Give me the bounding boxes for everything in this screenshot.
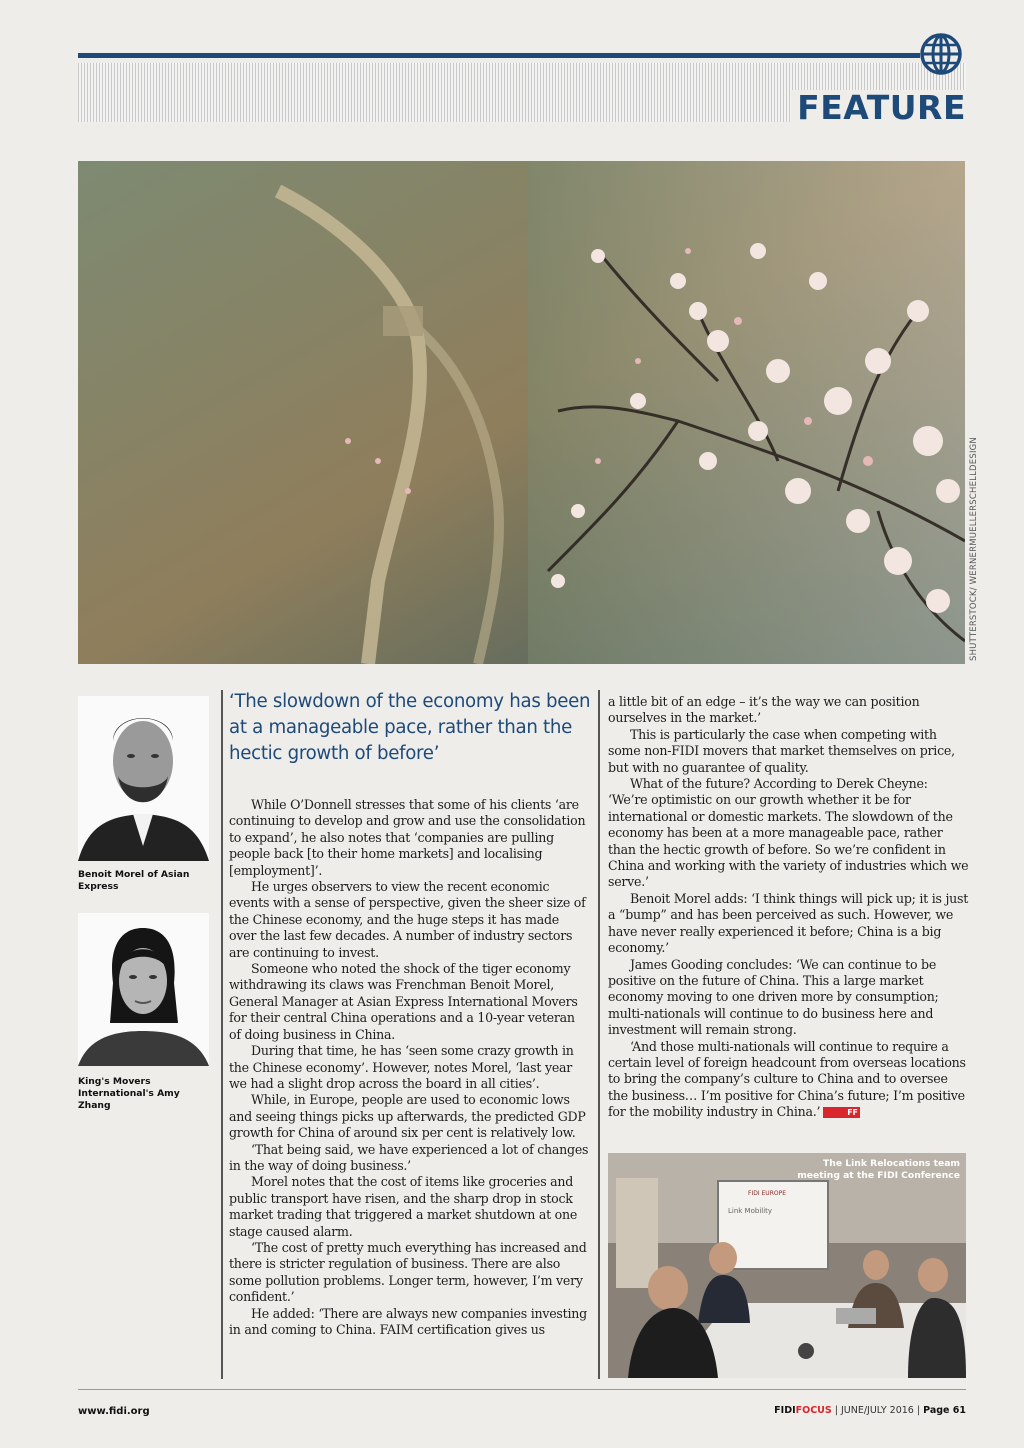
- paragraph: While, in Europe, people are used to economic lows and seeing things picks up afterwards, the predicted GDP growth for China of around six per cent is relatively low.: [229, 1092, 586, 1141]
- paragraph: a little bit of an edge – it’s the way we can position ourselves in the market.’: [608, 694, 920, 726]
- pull-quote: ‘The slowdown of the economy has been at a manageable pace, rather than the hectic growth of before’: [229, 691, 591, 764]
- column-rule: [598, 690, 600, 1379]
- footer-rule: [78, 1389, 966, 1390]
- paragraph: ‘The cost of pretty much everything has increased and there is stricter regulation of business. There are also some pollution problems. Longer term, however, I’m very confident.’: [229, 1239, 587, 1305]
- footer-separator: |: [916, 1405, 921, 1416]
- paragraph: Someone who noted the shock of the tiger economy withdrawing its claws was Frenchman Benoit Morel, General Manager at Asian Express International Movers for their central China operations and a 10-year veteran of doing business in China.: [229, 961, 578, 1042]
- paragraph: What of the future? According to Derek Cheyne: ‘We’re optimistic on our growth whether it be for international or domestic markets. The slowdown of the economy has been at a more manageable pace, rather than the hectic growth of before. So we’re confident in China and working with the variety of industries which we serve.’: [608, 776, 969, 890]
- paragraph: ‘That being said, we have experienced a lot of changes in the way of doing business.’: [229, 1141, 589, 1173]
- section-title: FEATURE: [791, 90, 966, 126]
- end-mark-icon: FF: [823, 1107, 859, 1118]
- body-column-2: [608, 694, 970, 1121]
- paragraph: Benoit Morel adds: ‘I think things will pick up; it is just a “bump” and has been perceived as such. However, we have never really experienced it before; China is a big economy.’: [608, 890, 969, 956]
- footer-mag-focus: FOCUS: [795, 1405, 832, 1416]
- last-paragraph: [608, 1039, 970, 1121]
- header-rule: [78, 53, 920, 58]
- paragraph: Morel notes that the cost of items like groceries and public transport have risen, and the sharp drop in stock market trading that triggered a market shutdown at one stage caused alarm.: [229, 1174, 578, 1239]
- footer-issue-info: [774, 1405, 966, 1416]
- paragraph: This is particularly the case when competing with some non-FIDI movers that market themselves on price, but with no guarantee of quality.: [608, 726, 955, 775]
- photo-link-relocations-meeting: [608, 1153, 966, 1378]
- paragraph: James Gooding concludes: ‘We can continue to be positive on the future of China. This a large market economy moving to one driven more by consumption; multi-nationals will continue to do business here and investment will remain strong.: [608, 956, 939, 1038]
- caption-morel: Benoit Morel of Asian Express: [78, 869, 190, 892]
- hero-photo-great-wall-blossoms: [78, 161, 965, 664]
- footer-page-number: Page 61: [923, 1405, 966, 1416]
- portrait-benoit-morel: [78, 696, 209, 861]
- paragraph: He urges observers to view the recent economic events with a sense of perspective, given the sheer size of the Chinese economy, and the huge steps it has made over the last few decades. A number of industry sectors are continuing to invest.: [229, 879, 586, 960]
- caption-meeting: The Link Relocations team meeting at the FIDI Conference: [797, 1158, 960, 1181]
- footer-issue-date: JUNE/JULY 2016: [840, 1405, 914, 1416]
- globe-icon: [920, 33, 962, 75]
- paragraph-text: ‘And those multi-nationals will continue to require a certain level of foreign headcount from overseas locations to bring the company’s culture to China and to oversee the business… I’m positive for China’s future; I’m positive for the mobility industry in China.’: [608, 1038, 966, 1120]
- paragraph: While O’Donnell stresses that some of his clients ‘are continuing to develop and grow and use the consolidation to expand’, he also notes that ‘companies are pulling people back [to their home markets] and localising [employment]’.: [229, 797, 586, 878]
- screen-body: Link Mobility: [728, 1207, 773, 1215]
- screen-title: FIDI EUROPE: [748, 1190, 787, 1197]
- caption-zhang: King's Movers International's Amy Zhang: [78, 1076, 180, 1111]
- footer-mag-fidi: FIDI: [774, 1405, 796, 1416]
- footer-website: www.fidi.org: [78, 1406, 150, 1417]
- footer-separator: |: [834, 1405, 838, 1416]
- photo-credit: SHUTTERSTOCK/ WERNERMUELLERSCHELLDESIGN: [969, 437, 979, 661]
- paragraph: During that time, he has ‘seen some crazy growth in the Chinese economy’. However, notes Morel, ‘last year we had a slight drop across the board in all cities’.: [229, 1043, 574, 1091]
- paragraph: He added: ‘There are always new companies investing in and coming to China. FAIM certification gives us: [229, 1305, 587, 1337]
- portrait-amy-zhang: [78, 913, 209, 1066]
- pullquote-rule: [221, 690, 223, 1379]
- body-column-1: [229, 797, 589, 1338]
